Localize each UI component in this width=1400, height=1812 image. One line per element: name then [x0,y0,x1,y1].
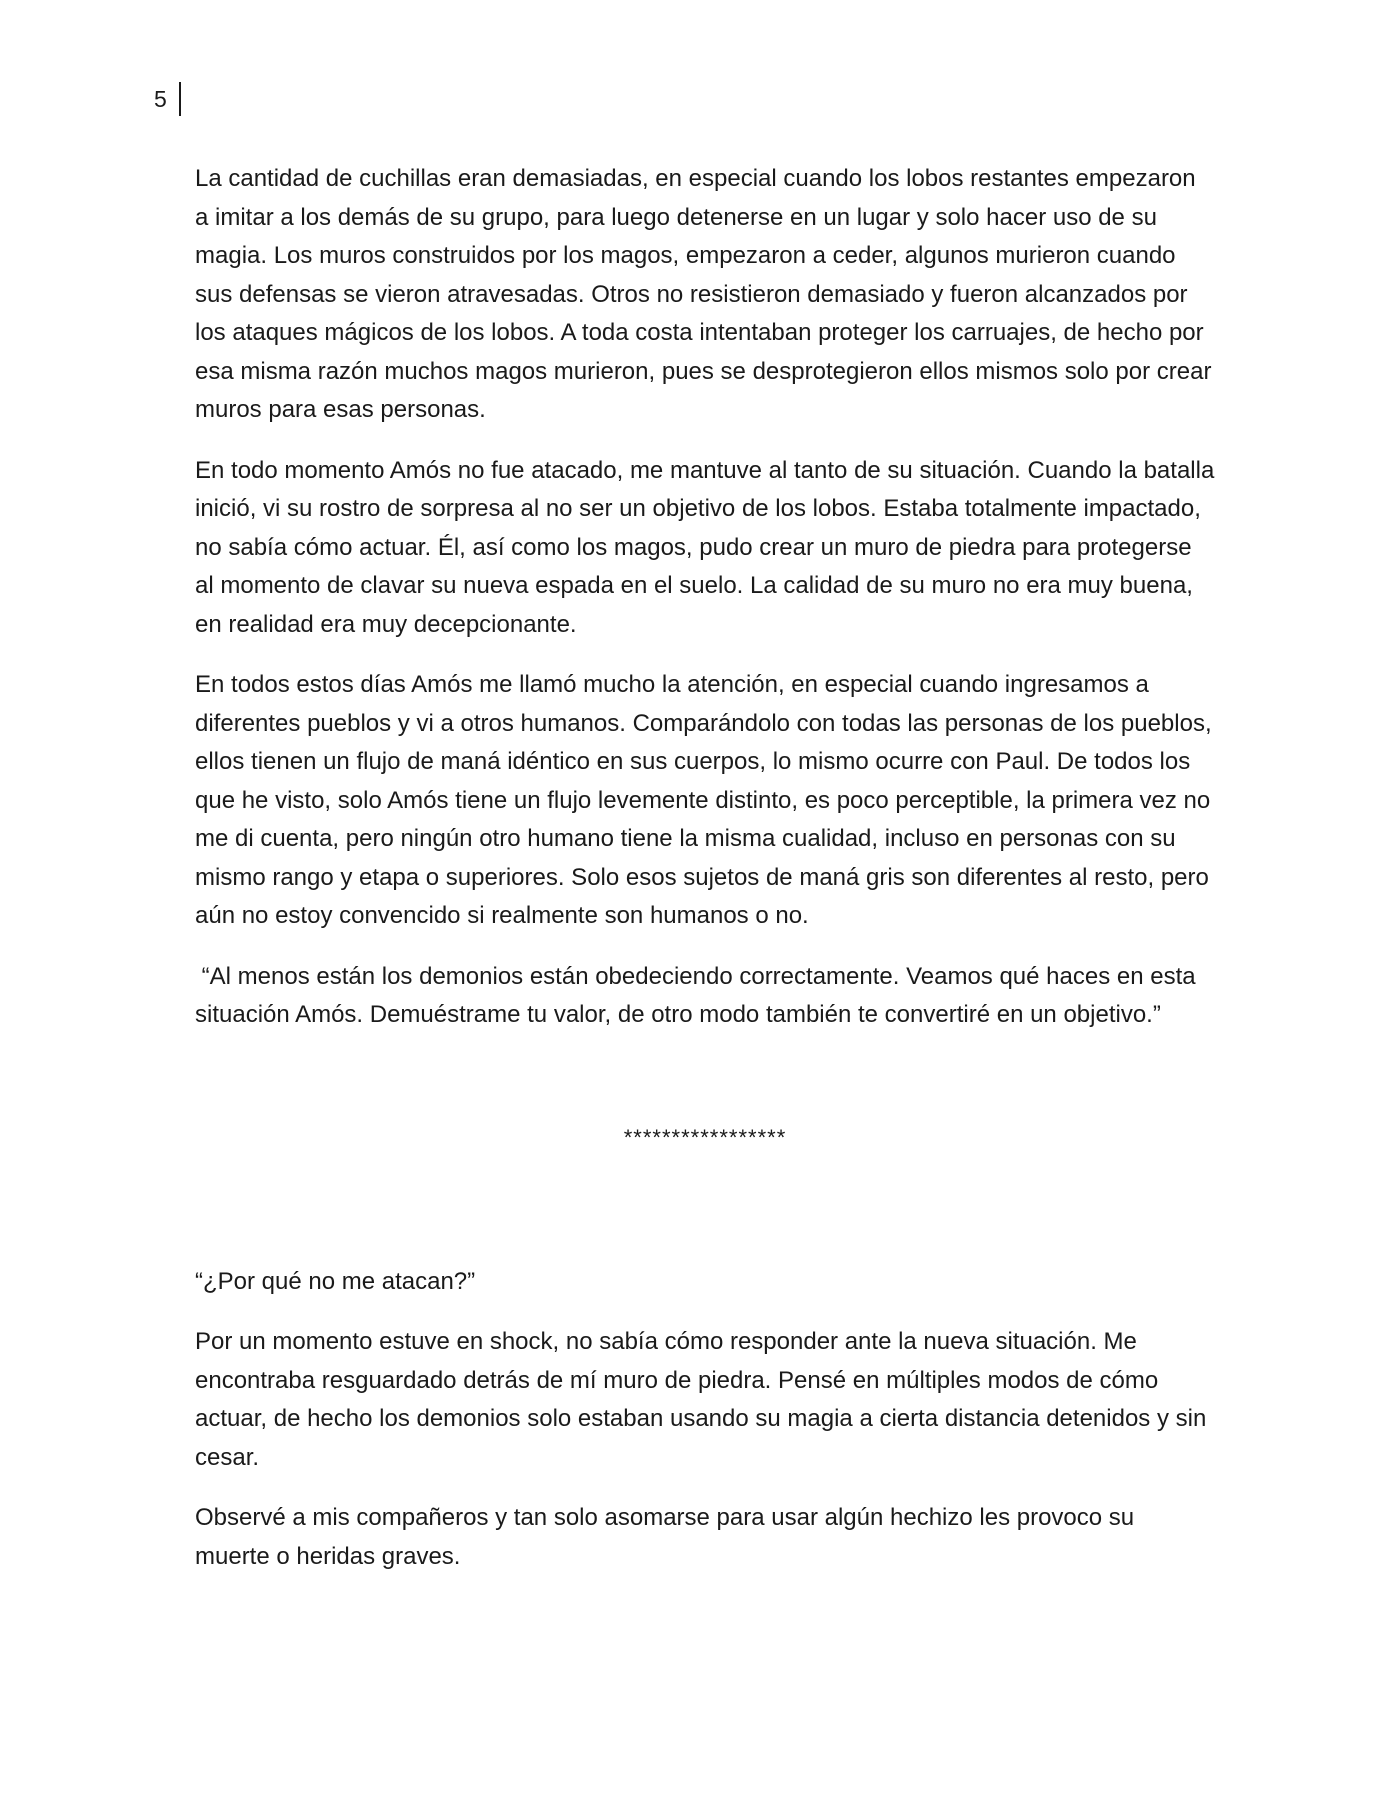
page-header [154,82,181,116]
paragraph-3: En todos estos días Amós me llamó mucho la atención, en especial cuando ingresamos a diferentes pueblos y vi a otros humanos. Comparándolo con todas las personas de los pueblos, ellos tienen un flujo de maná idéntico en sus cuerpos, lo mismo ocurre con Paul. De todos los que he visto, solo Amós tiene un flujo levemente distinto, es poco perceptible, la primera vez no me di cuenta, pero ningún otro humano tiene la misma cualidad, incluso en personas con su mismo rango y etapa o superiores. Solo esos sujetos de maná gris son diferentes al resto, pero aún no estoy convencido si realmente son humanos o no. [195,671,1212,929]
paragraph-4-quote: “Al menos están los demonios están obedeciendo correctamente. Veamos qué haces en esta situación Amós. Demuéstrame tu valor, de otro modo también te convertiré en un objetivo.” [195,962,1203,1028]
section-separator: ***************** [623,1124,787,1150]
paragraph-1: La cantidad de cuchillas eran demasiadas, en especial cuando los lobos restantes empezaron a imitar a los demás de su grupo, para luego detenerse en un lugar y solo hacer uso de su magia. Los muros construidos por los magos, empezaron a ceder, algunos murieron cuando sus defensas se vieron atravesadas. Otros no resistieron demasiado y fueron alcanzados por los ataques mágicos de los lobos. A toda costa intentaban proteger los carruajes, de hecho por esa misma razón muchos magos murieron, pues se desprotegieron ellos mismos solo por crear muros para esas personas. [195,165,1212,423]
paragraph-5-quote: “¿Por qué no me atacan?” [195,1267,476,1295]
page-number: 5 [154,82,181,116]
paragraph-6: Por un momento estuve en shock, no sabía cómo responder ante la nueva situación. Me encontraba resguardado detrás de mí muro de piedra. Pensé en múltiples modos de cómo actuar, de hecho los demonios solo estaban usando su magia a cierta distancia detenidos y sin cesar. [195,1328,1207,1471]
document-body [195,160,1215,1598]
paragraph-2: En todo momento Amós no fue atacado, me mantuve al tanto de su situación. Cuando la batalla inició, vi su rostro de sorpresa al no ser un objetivo de los lobos. Estaba totalmente impactado, no sabía cómo actuar. Él, así como los magos, pudo crear un muro de piedra para protegerse al momento de clavar su nueva espada en el suelo. La calidad de su muro no era muy buena, en realidad era muy decepcionante. [195,456,1215,638]
paragraph-7: Observé a mis compañeros y tan solo asomarse para usar algún hechizo les provoco su muerte o heridas graves. [195,1504,1135,1570]
